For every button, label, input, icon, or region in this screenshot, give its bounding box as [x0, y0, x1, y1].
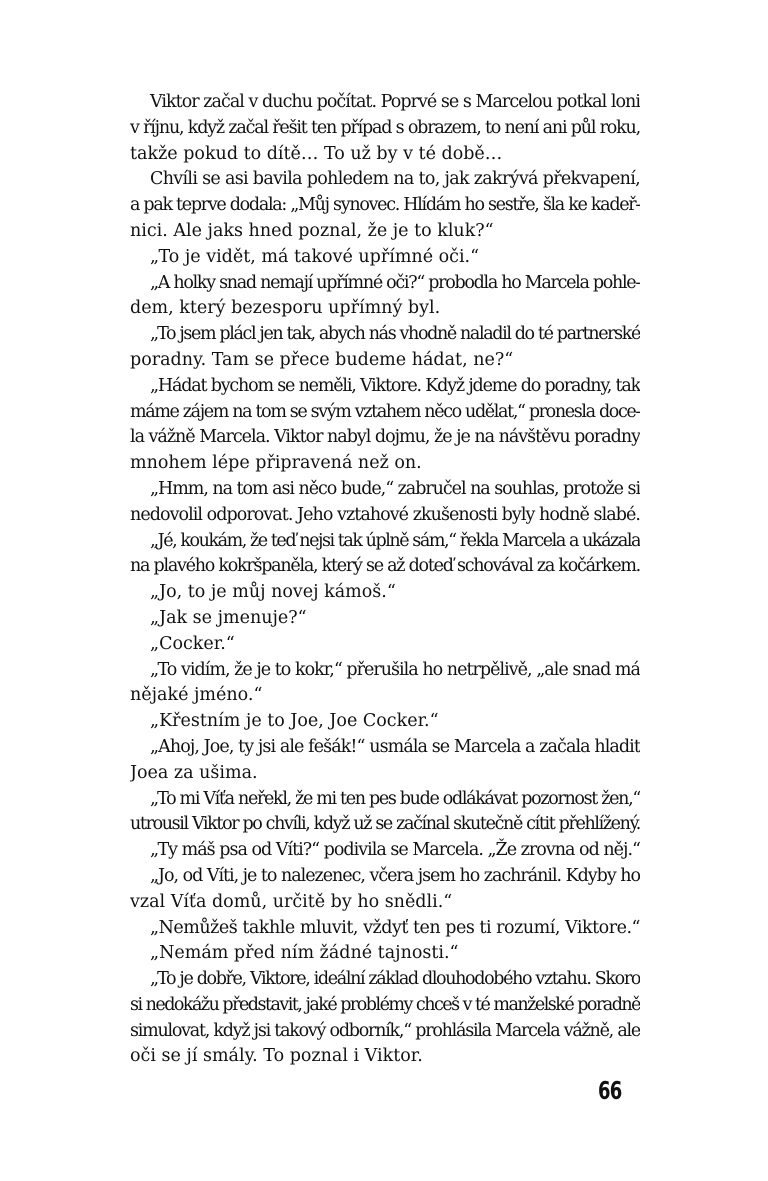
- text-line: „Křestním je to Joe, Joe Cocker.“: [150, 711, 439, 732]
- text-line: „Jo, to je můj novej kámoš.“: [150, 582, 396, 603]
- text-line: la vážně Marcela. Viktor nabyl dojmu, že je na návštěvu poradny: [130, 427, 640, 448]
- paragraph: [130, 709, 640, 735]
- paragraph: [130, 838, 640, 864]
- paragraph: [130, 864, 640, 916]
- paragraph: [130, 374, 640, 477]
- paragraph: [130, 245, 640, 271]
- text-line: nici. Ale jaks hned poznal, že je to kluk?“: [130, 220, 494, 241]
- paragraph: [130, 941, 640, 967]
- text-line: mnohem lépe připravená než on.: [130, 453, 422, 474]
- paragraph: [130, 271, 640, 323]
- paragraph: [130, 735, 640, 787]
- paragraph: [130, 606, 640, 632]
- page-number: 66: [598, 1076, 622, 1105]
- paragraph: [130, 90, 640, 167]
- text-line: „Ahoj, Joe, ty jsi ale fešák!“ usmála se Marcela a začala hladit: [150, 736, 640, 757]
- text-line: „Jo, od Víti, je to nalezenec, včera jsem ho zachránil. Kdyby ho: [150, 865, 640, 886]
- paragraph: [130, 787, 640, 839]
- text-line: „Nemám před ním žádné tajnosti.“: [150, 943, 459, 964]
- text-line: máme zájem na tom se svým vztahem něco udělat,“ pronesla doce-: [130, 401, 640, 422]
- text-line: „Ty máš psa od Víti?“ podivila se Marcela. „Že zrovna od něj.“: [150, 840, 640, 861]
- text-line: „Jé, koukám, že teď nejsi tak úplně sám,“ řekla Marcela a ukázala: [150, 530, 640, 551]
- text-line: „Jak se jmenuje?“: [150, 607, 307, 628]
- text-line: simulovat, když jsi takový odborník,“ prohlásila Marcela vážně, ale: [130, 1020, 640, 1041]
- text-line: „To vidím, že je to kokr,“ přerušila ho netrpělivě, „ale snad má: [150, 659, 640, 680]
- text-line: a pak teprve dodala: „Můj synovec. Hlídám ho sestře, šla ke kadeř-: [130, 195, 640, 216]
- paragraph: [130, 477, 640, 529]
- text-line: nedovolil odporovat. Jeho vztahové zkušenosti byly hodně slabé.: [130, 504, 640, 525]
- text-line: „Cocker.“: [150, 633, 235, 654]
- text-line: Viktor začal v duchu počítat. Poprvé se s Marcelou potkal loni: [150, 92, 640, 112]
- text-line: takže pokud to dítě… To už by v té době…: [130, 143, 503, 164]
- text-line: na plavého kokršpaněla, který se až doteď schovával za kočárkem.: [130, 556, 640, 577]
- paragraph: [130, 580, 640, 606]
- text-line: „To mi Víťa neřekl, že mi ten pes bude odlákávat pozornost žen,“: [150, 788, 640, 809]
- paragraph: [130, 658, 640, 710]
- text-line: „To jsem plácl jen tak, abych nás vhodně naladil do té partnerské: [150, 324, 640, 345]
- paragraph: [130, 967, 640, 1070]
- text-line: Joea za ušima.: [130, 762, 258, 783]
- text-line: oči se jí smály. To poznal i Viktor.: [130, 1046, 423, 1067]
- text-line: utrousil Viktor po chvíli, když už se začínal skutečně cítit přehlížený.: [130, 814, 640, 835]
- text-line: dem, který bezesporu upřímný byl.: [130, 298, 441, 319]
- text-line: si nedokážu představit, jaké problémy chceš v té manželské poradně: [130, 994, 640, 1015]
- text-line: vzal Víťa domů, určitě by ho snědli.“: [130, 891, 453, 912]
- paragraph: [130, 322, 640, 374]
- body-text: [130, 90, 640, 1070]
- text-line: nějaké jméno.“: [130, 685, 263, 706]
- text-line: „Hádat bychom se neměli, Viktore. Když jdeme do poradny, tak: [150, 375, 640, 396]
- text-line: „To je vidět, má takové upřímné oči.“: [150, 246, 480, 267]
- text-line: Chvíli se asi bavila pohledem na to, jak zakrývá překvapení,: [150, 169, 640, 190]
- paragraph: [130, 632, 640, 658]
- paragraph: [130, 916, 640, 942]
- text-line: „To je dobře, Viktore, ideální základ dlouhodobého vztahu. Skoro: [150, 969, 640, 990]
- text-line: v říjnu, když začal řešit ten případ s obrazem, to není ani půl roku,: [130, 117, 640, 138]
- paragraph: [130, 529, 640, 581]
- paragraph: [130, 167, 640, 244]
- text-line: „A holky snad nemají upřímné oči?“ probodla ho Marcela pohle-: [150, 272, 640, 293]
- text-line: „Nemůžeš takhle mluvit, vždyť ten pes ti rozumí, Viktore.“: [150, 917, 640, 938]
- text-line: „Hmm, na tom asi něco bude,“ zabručel na souhlas, protože si: [150, 478, 640, 499]
- text-line: poradny. Tam se přece budeme hádat, ne?“: [130, 349, 514, 370]
